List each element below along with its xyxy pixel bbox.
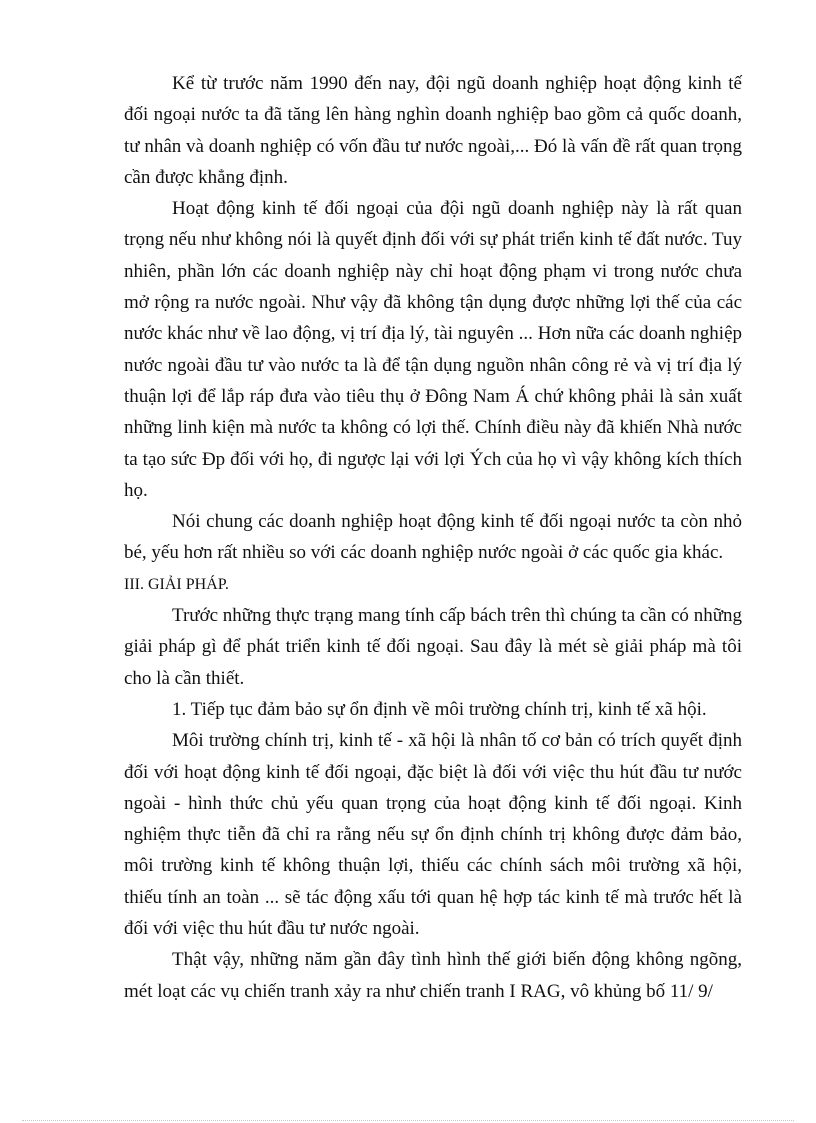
paragraph-world-situation: Thật vậy, những năm gần đây tình hình thế giới biến động không ngõng, mét loạt các vụ chiến tranh xảy ra như chiến tranh I RAG, vô khủng bố 11/ 9/ — [124, 949, 742, 1002]
section-heading-solutions: III. GIẢI PHÁP. — [124, 575, 229, 593]
page-bottom-divider — [22, 1120, 794, 1121]
paragraph-foreign-activity: Hoạt động kinh tế đối ngoại của đội ngũ doanh nghiệp này là rất quan trọng nếu như không nói là quyết định đối với sự phát triển kinh tế đất nước. Tuy nhiên, phần lớn các doanh nghiệp này chỉ hoạt động phạm vi trong nước chưa mở rộng ra nước ngoài. Như vậy đã không tận dụng được những lợi thế của các nước khác như về lao động, vị trí địa lý, tài nguyên ... Hơn nữa các doanh nghiệp nước ngoài đầu tư vào nước ta là để tận dụng nguồn nhân công rẻ và vị trí địa lý thuận lợi để lắp ráp đưa vào tiêu thụ ở Đông Nam Á chứ không phải là sản xuất những linh kiện mà nước ta không có lợi thế. Chính điều này đã khiến Nhà nước ta tạo sức Ðp đối với họ, đi ngược lại với lợi Ých của họ vì vậy không kích thích họ. — [124, 198, 742, 501]
document-body — [124, 68, 742, 1007]
paragraph-solutions-intro: Trước những thực trạng mang tính cấp bách trên thì chúng ta cần có những giải pháp gì để phát triển kinh tế đối ngoại. Sau đây là mét sè giải pháp mà tôi cho là cần thiết. — [124, 605, 742, 689]
paragraph-summary: Nói chung các doanh nghiệp hoạt động kinh tế đối ngoại nước ta còn nhỏ bé, yếu hơn rất nhiều so với các doanh nghiệp nước ngoài ở các quốc gia khác. — [124, 511, 742, 564]
paragraph-enterprise-growth: Kể từ trước năm 1990 đến nay, đội ngũ doanh nghiệp hoạt động kinh tế đối ngoại nước ta đã tăng lên hàng nghìn doanh nghiệp bao gồm cả quốc doanh, tư nhân và doanh nghiệp có vốn đầu tư nước ngoài,... Đó là vấn đề rất quan trọng cần được khẳng định. — [124, 73, 742, 188]
paragraph-solution-1-title: 1. Tiếp tục đảm bảo sự ổn định về môi trường chính trị, kinh tế xã hội. — [172, 698, 707, 720]
paragraph-political-environment: Môi trường chính trị, kinh tế - xã hội là nhân tố cơ bản có trích quyết định đối với hoạt động kinh tế đối ngoại, đặc biệt là đối với việc thu hút đầu tư nước ngoài - hình thức chủ yếu quan trọng của hoạt động kinh tế đối ngoại. Kinh nghiệm thực tiễn đã chỉ ra rằng nếu sự ổn định chính trị không được đảm bảo, môi trường kinh tế không thuận lợi, thiếu các chính sách môi trường xã hội, thiếu tính an toàn ... sẽ tác động xấu tới quan hệ hợp tác kinh tế mà trước hết là đối với việc thu hút đầu tư nước ngoài. — [124, 730, 742, 940]
